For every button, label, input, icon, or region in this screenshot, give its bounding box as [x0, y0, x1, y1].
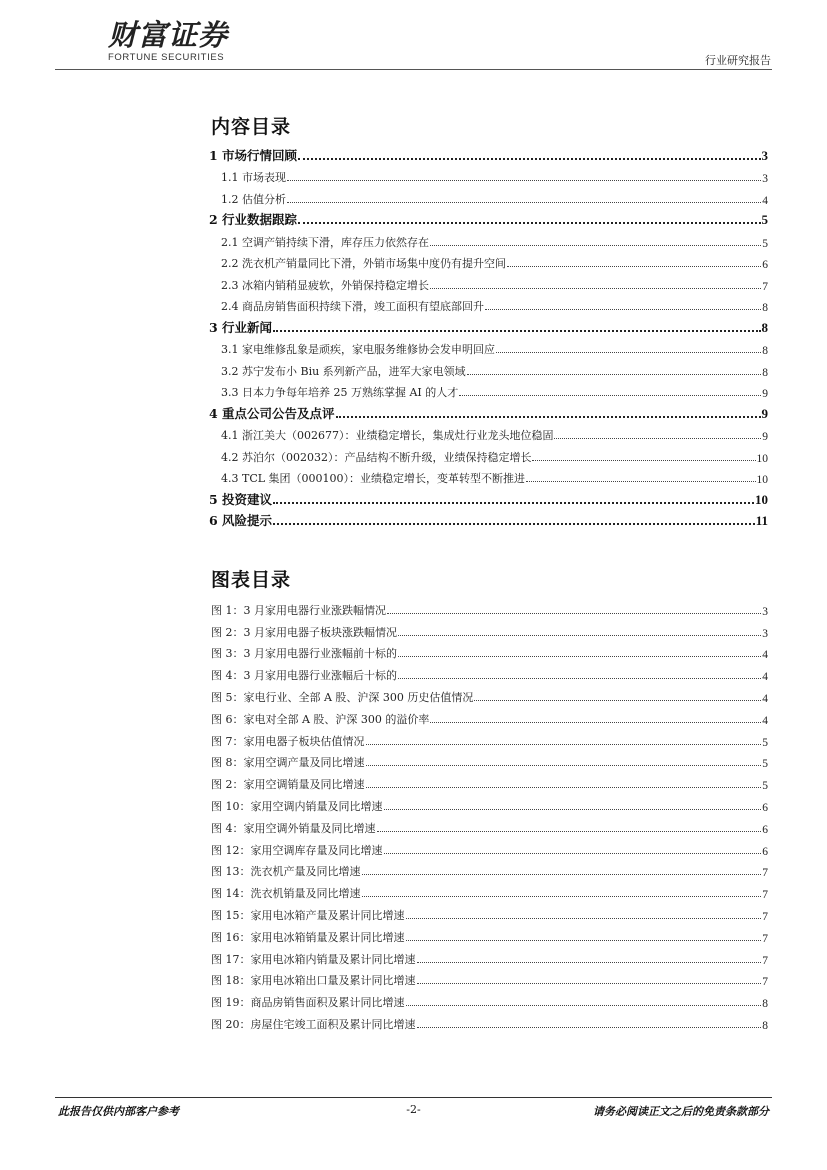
- figure-entry-link[interactable]: [211, 792, 768, 814]
- figure-entry-link[interactable]: [211, 749, 768, 771]
- figure-entry-label: 图 8：家用空调产量及同比增速: [211, 756, 365, 770]
- figure-entry-page: 5: [762, 736, 768, 749]
- logo-chinese-name: 财富证券: [108, 18, 229, 52]
- toc-entry-label: 2.2 洗衣机产销量同比下滑，外销市场集中度仍有提升空间: [221, 257, 506, 270]
- toc-entry-label: 2.1 空调产销持续下滑，库存压力依然存在: [221, 235, 429, 249]
- toc-entry-page: 4: [762, 194, 768, 207]
- figure-entry-label: 图 20：房屋住宅竣工面积及累计同比增速: [211, 1017, 416, 1031]
- figure-entry-link[interactable]: [211, 901, 768, 923]
- figure-entry-link[interactable]: [211, 727, 768, 749]
- dot-leader: [387, 613, 761, 614]
- toc-subsection-link[interactable]: [209, 250, 768, 272]
- figure-entry-page: 5: [762, 780, 768, 793]
- toc-subsection-link[interactable]: [209, 228, 768, 250]
- header-divider: [55, 69, 772, 70]
- figure-entry-link[interactable]: [211, 945, 768, 967]
- dot-leader: [496, 352, 761, 353]
- figure-entry-page: 6: [762, 801, 768, 814]
- figure-entry-label: 图 5：家电行业、全部 A 股、沪深 300 历史估值情况: [211, 690, 474, 704]
- dot-leader: [398, 635, 761, 636]
- figure-entry-label: 图 12：家用空调库存量及同比增速: [211, 843, 383, 857]
- figure-entry-label: 图 4：3 月家用电器行业涨幅后十标的: [211, 669, 397, 683]
- toc-entry-label: 2.4 商品房销售面积持续下滑，竣工面积有望底部回升: [221, 300, 484, 313]
- dot-leader: [366, 765, 762, 766]
- figure-entry-link[interactable]: [211, 988, 768, 1010]
- toc-entry-label: 2 行业数据跟踪: [209, 212, 298, 227]
- figure-entry-page: 7: [762, 954, 768, 967]
- figures-title: 图表目录: [211, 569, 292, 591]
- toc-entry-label: 4.1 浙江美大（002677）：业绩稳定增长，集成灶行业龙头地位稳固: [221, 429, 554, 442]
- figure-entry-link[interactable]: [211, 705, 768, 727]
- figure-entry-label: 图 19：商品房销售面积及累计同比增速: [211, 996, 405, 1010]
- toc-entry-label: 2.3 冰箱内销稍显疲软，外销保持稳定增长: [221, 278, 429, 292]
- dot-leader: [298, 158, 760, 160]
- toc-section-link[interactable]: [209, 207, 768, 229]
- report-type-label: 行业研究报告: [705, 54, 771, 67]
- figure-entry-page: 4: [762, 692, 768, 705]
- figure-entry-label: 图 14：洗衣机销量及同比增速: [211, 887, 361, 901]
- toc-entry-label: 3.1 家电维修乱象是顽疾，家电服务维修协会发申明回应: [221, 343, 495, 356]
- dot-leader: [467, 374, 762, 375]
- toc-entry-page: 11: [755, 513, 768, 528]
- table-of-contents: [209, 142, 768, 529]
- dot-leader: [362, 874, 762, 875]
- toc-entry-page: 10: [756, 474, 768, 486]
- figure-entry-page: 5: [762, 758, 768, 771]
- toc-entry-label: 3 行业新闻: [209, 319, 273, 335]
- dot-leader: [474, 700, 761, 701]
- figure-entry-link[interactable]: [211, 661, 768, 683]
- toc-entry-page: 5: [762, 237, 768, 250]
- figure-entry-page: 8: [762, 998, 768, 1011]
- dot-leader: [336, 416, 761, 418]
- logo-english-name: FORTUNE SECURITIES: [108, 52, 225, 63]
- toc-subsection-link[interactable]: [209, 271, 768, 293]
- figure-entry-label: 图 2：3 月家用电器子板块涨跌幅情况: [211, 625, 397, 639]
- toc-entry-page: 9: [762, 388, 768, 400]
- figure-entry-page: 4: [762, 671, 768, 684]
- dot-leader: [273, 330, 760, 332]
- figure-entry-page: 7: [762, 889, 768, 902]
- toc-entry-label: 4.3 TCL 集团（000100）：业绩稳定增长，变革转型不断推进: [221, 472, 526, 485]
- dot-leader: [485, 309, 761, 310]
- dot-leader: [507, 266, 761, 267]
- toc-section-link[interactable]: [209, 142, 768, 164]
- toc-section-link[interactable]: [209, 400, 768, 422]
- figure-entry-link[interactable]: [211, 770, 768, 792]
- toc-entry-page: 7: [762, 280, 768, 293]
- figure-entry-link[interactable]: [211, 967, 768, 989]
- dot-leader: [430, 722, 761, 723]
- toc-section-link[interactable]: [209, 486, 768, 508]
- toc-subsection-link[interactable]: [209, 336, 768, 358]
- figure-entry-page: 6: [762, 845, 768, 858]
- toc-entry-label: 4.2 苏泊尔（002032）：产品结构不断升级，业绩保持稳定增长: [221, 450, 532, 464]
- dot-leader: [384, 853, 762, 854]
- toc-subsection-link[interactable]: [209, 185, 768, 207]
- toc-entry-label: 1 市场行情回顾: [209, 147, 298, 163]
- toc-entry-page: 3: [762, 173, 768, 185]
- footer-disclaimer-right: 请务必阅读正文之后的免责条款部分: [593, 1105, 769, 1118]
- figure-entry-label: 图 4：家用空调外销量及同比增速: [211, 821, 376, 835]
- toc-subsection-link[interactable]: [209, 357, 768, 379]
- figure-entry-link[interactable]: [211, 618, 768, 640]
- toc-subsection-link[interactable]: [209, 293, 768, 315]
- page-number: -2-: [406, 1103, 421, 1116]
- company-logo: [108, 20, 268, 63]
- figure-entry-label: 图 16：家用电冰箱销量及累计同比增速: [211, 930, 405, 944]
- figure-entry-page: 3: [762, 605, 768, 618]
- dot-leader: [430, 288, 761, 289]
- figure-entry-page: 7: [762, 867, 768, 880]
- toc-entry-page: 6: [762, 259, 768, 271]
- figure-entry-label: 图 7：家用电器子板块估值情况: [211, 734, 365, 748]
- figure-entry-label: 图 13：洗衣机产量及同比增速: [211, 865, 361, 879]
- dot-leader: [398, 678, 761, 679]
- dot-leader: [366, 787, 762, 788]
- dot-leader: [459, 395, 761, 396]
- figure-entry-page: 8: [762, 1019, 768, 1032]
- figure-entry-link[interactable]: [211, 596, 768, 618]
- figure-entry-label: 图 17：家用电冰箱内销量及累计同比增速: [211, 952, 416, 966]
- toc-section-link[interactable]: [209, 314, 768, 336]
- dot-leader: [406, 918, 762, 919]
- figure-entry-label: 图 3：3 月家用电器行业涨幅前十标的: [211, 647, 397, 661]
- figure-entry-page: 4: [762, 714, 768, 727]
- dot-leader: [554, 438, 761, 439]
- toc-entry-label: 4 重点公司公告及点评: [209, 405, 335, 421]
- footer-divider: [55, 1097, 772, 1098]
- toc-subsection-link[interactable]: [209, 443, 768, 465]
- dot-leader: [406, 940, 762, 941]
- figure-entry-label: 图 1：3 月家用电器行业涨跌幅情况: [211, 603, 386, 617]
- dot-leader: [273, 502, 754, 504]
- figure-entry-link[interactable]: [211, 858, 768, 880]
- figure-entry-link[interactable]: [211, 836, 768, 858]
- dot-leader: [398, 656, 761, 657]
- figure-entry-page: 6: [762, 823, 768, 836]
- figure-entry-link[interactable]: [211, 814, 768, 836]
- figure-entry-page: 4: [762, 649, 768, 662]
- figure-entry-label: 图 10：家用空调内销量及同比增速: [211, 799, 383, 813]
- toc-entry-page: 9: [761, 405, 768, 421]
- figure-entry-link[interactable]: [211, 879, 768, 901]
- toc-entry-label: 5 投资建议: [209, 491, 273, 507]
- toc-subsection-link[interactable]: [209, 164, 768, 186]
- toc-entry-page: 8: [762, 366, 768, 379]
- footer-disclaimer-left: 此报告仅供内部客户参考: [58, 1105, 179, 1118]
- dot-leader: [377, 831, 762, 832]
- figure-entry-link[interactable]: [211, 923, 768, 945]
- figure-entry-link[interactable]: [211, 1010, 768, 1032]
- dot-leader: [287, 202, 761, 203]
- dot-leader: [417, 1027, 762, 1028]
- toc-entry-label: 3.2 苏宁发布小 Biu 系列新产品，进军大家电领域: [221, 364, 466, 378]
- toc-entry-page: 9: [762, 431, 768, 443]
- figure-entry-label: 图 18：家用电冰箱出口量及累计同比增速: [211, 974, 416, 988]
- figure-entry-page: 3: [762, 627, 768, 640]
- toc-title: 内容目录: [211, 116, 292, 138]
- toc-entry-page: 8: [762, 345, 768, 357]
- toc-subsection-link[interactable]: [209, 422, 768, 444]
- toc-entry-page: 8: [761, 319, 768, 335]
- toc-entry-page: 10: [756, 452, 768, 465]
- toc-subsection-link[interactable]: [209, 465, 768, 487]
- toc-entry-page: 8: [762, 302, 768, 314]
- dot-leader: [406, 1005, 762, 1006]
- figure-entry-label: 图 6：家电对全部 A 股、沪深 300 的溢价率: [211, 712, 430, 726]
- toc-entry-label: 3.3 日本力争每年培养 25 万熟练掌握 AI 的人才: [221, 386, 459, 399]
- figure-entry-label: 图 2：家用空调销量及同比增速: [211, 778, 365, 792]
- figure-entry-link[interactable]: [211, 683, 768, 705]
- toc-entry-label: 1.2 估值分析: [221, 192, 286, 206]
- figure-entry-page: 7: [762, 976, 768, 989]
- dot-leader: [273, 523, 755, 525]
- figure-entry-label: 图 15：家用电冰箱产量及累计同比增速: [211, 908, 405, 922]
- figure-entry-page: 7: [762, 932, 768, 945]
- dot-leader: [366, 744, 762, 745]
- toc-entry-page: 5: [761, 212, 768, 227]
- dot-leader: [384, 809, 762, 810]
- toc-entry-label: 1.1 市场表现: [221, 171, 286, 184]
- toc-entry-label: 6 风险提示: [209, 513, 273, 528]
- figure-entry-page: 7: [762, 910, 768, 923]
- dot-leader: [287, 180, 761, 181]
- toc-section-link[interactable]: [209, 508, 768, 530]
- figure-entry-link[interactable]: [211, 640, 768, 662]
- dot-leader: [430, 245, 761, 246]
- toc-entry-page: 10: [755, 491, 768, 507]
- dot-leader: [532, 460, 755, 461]
- dot-leader: [417, 962, 762, 963]
- dot-leader: [362, 896, 762, 897]
- toc-subsection-link[interactable]: [209, 379, 768, 401]
- list-of-figures: [211, 596, 768, 1032]
- toc-entry-page: 3: [761, 147, 768, 163]
- dot-leader: [417, 983, 762, 984]
- dot-leader: [298, 222, 760, 224]
- dot-leader: [526, 481, 755, 482]
